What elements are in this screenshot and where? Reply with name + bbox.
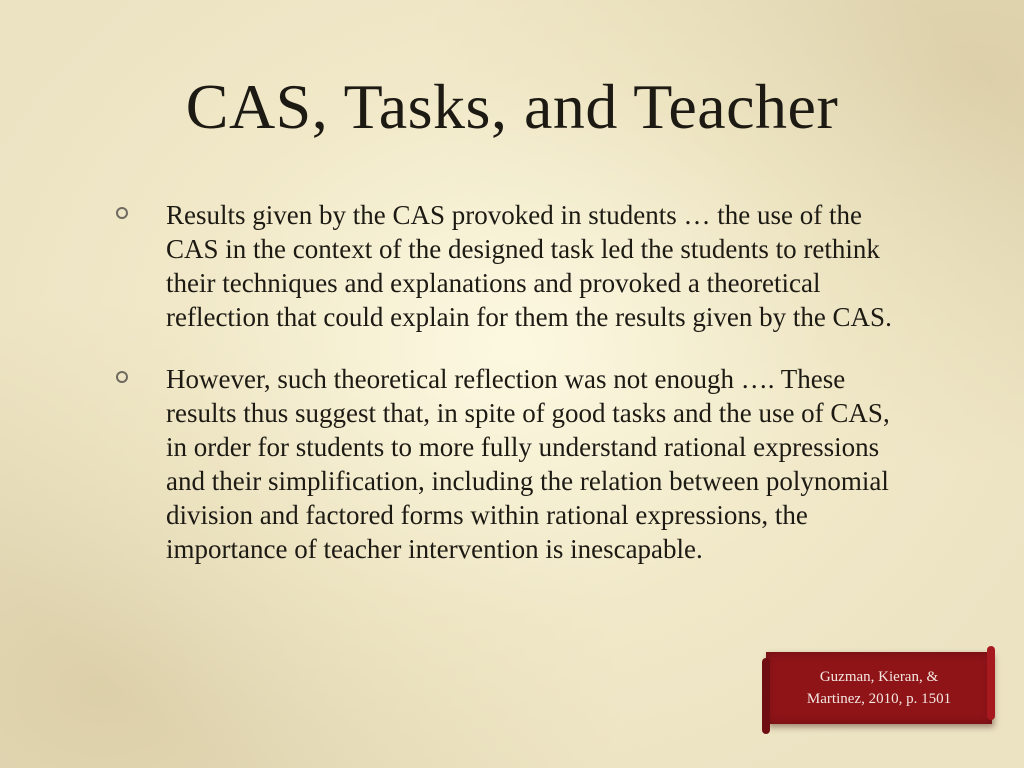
bullet-text: Results given by the CAS provoked in students … the use of the CAS in the context of the designed task led the students to rethink their techniques and explanations and provoked a theoretical reflection that could explain for them the results given by the CAS.: [166, 200, 892, 332]
citation-line-2: Martinez, 2010, p. 1501: [806, 691, 952, 707]
bullet-list: [110, 198, 910, 594]
hollow-circle-bullet-icon: [116, 207, 128, 219]
citation-line-1: Guzman, Kieran, &: [819, 669, 939, 685]
slide-title: CAS, Tasks, and Teacher: [185, 71, 839, 142]
bullet-item: [110, 198, 910, 334]
citation-banner: [766, 652, 992, 724]
bullet-item: [110, 362, 910, 566]
bullet-text: However, such theoretical reflection was not enough …. These results thus suggest that, in spite of good tasks and the use of CAS, in order for students to more fully understand rational expressions and their simplification, including the relation between polynomial division and factored forms within rational expressions, the importance of teacher intervention is inescapable.: [166, 364, 890, 564]
hollow-circle-bullet-icon: [116, 371, 128, 383]
